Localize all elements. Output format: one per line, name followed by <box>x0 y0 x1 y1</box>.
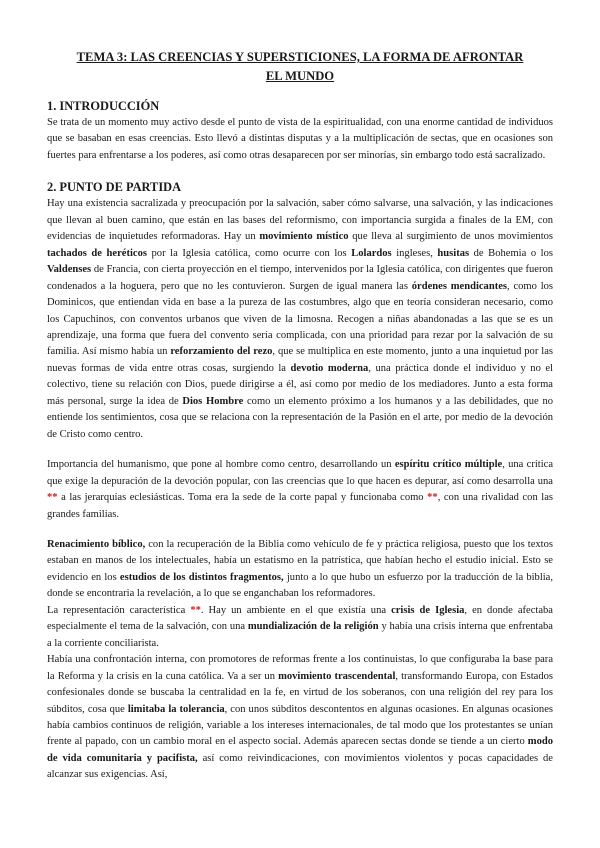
text-run: , transformando Europa, con Estados confesionales donde se buscaba la centralidad en la fe, en virtud de los soberanos, con una religión del rey para los súbditos, cosa que <box>47 670 553 715</box>
text-run: con la recuperación de la Biblia como vehículo de fe y práctica religiosa, puesto que los textos estaban en manos de los intelectuales, había un estatismo en la patrística, que habían hecho el estudio inicial. Esto se evidencio en los <box>47 538 553 583</box>
text-run: ingleses, <box>391 247 438 259</box>
paragraph <box>47 115 553 164</box>
bold-term: tachados de heréticos <box>47 247 147 259</box>
text-run: Importancia del humanismo, que pone al hombre como centro, desarrollando un <box>47 459 395 471</box>
bold-term: movimiento místico <box>259 231 349 243</box>
bold-term: Renacimiento bíblico, <box>47 538 146 550</box>
text-run: . Hay un ambiente en el que existía una <box>200 604 392 616</box>
text-run: , una crítica que exige la depuración de la devoción popular, con las creencias que lo que hacen es depurar, así como desarrolla una <box>47 459 553 487</box>
text-run: Había una confrontación interna, con promotores de reformas frente a los continuistas, lo que configuraba la base para la Reforma y la crisis en la cuna católica. Va a ser un <box>47 654 553 682</box>
text-run: de Francia, con cierta proyección en el tiempo, intervenidos por la Iglesia católica, con dirigentes que fueron condenados a la hoguera, pero que no les contuvieron. Surgen de igual manera las <box>47 264 553 292</box>
text-run: junto a lo que hubo un esfuerzo por la traducción de la biblia, donde se encontraria la revelación, a lo que se enganchaban los reformadores. <box>47 571 553 600</box>
bold-term: órdenes mendicantes <box>411 280 507 292</box>
text-run: La representación característica <box>47 604 191 616</box>
bold-term: estudios de los distintos fragmentos, <box>119 571 284 583</box>
section-heading-punto-de-partida: 2. PUNTO DE PARTIDA <box>47 180 182 195</box>
bold-term: Valdenses <box>47 264 92 276</box>
paragraph <box>47 457 553 523</box>
bold-term: modo de vida comunitaria y pacifista, <box>47 736 553 764</box>
bold-term: Dios Hombre <box>182 395 244 407</box>
text-run: , una práctica donde el individuo y no el colectivo, tiene su relación con Dios, puede dirigirse a él, así como por medio de los mediadores. Junto a esta forma más personal, surge la idea de <box>47 362 553 407</box>
text-run: , como los Dominicos, que entiendan vida en base a la pureza de las costumbres, algo que en teoría consideran necesario, como los Capuchinos, con conventos urbanos que viven de la limosna. Recogen a niñas abandonadas a las que se es un aprendizaje, una forma que fuera del convento sería complicada, con una prioridad para rezar por la salvación de su familia. Así mismo había un <box>47 280 553 358</box>
bold-term: reforzamiento del rezo <box>170 346 273 358</box>
bold-term: limitaba la tolerancia <box>127 703 225 715</box>
bold-term: Lolardos <box>351 247 392 259</box>
text-run: y había una crisis interna que enfrentaba a la corriente conciliarista. <box>47 621 553 649</box>
bold-term: crisis de Iglesia <box>391 604 465 616</box>
text-run: , que se multiplica en este momento, junto a una inquietud por las nuevas formas de vida entre otras cosas, surgiendo la <box>47 346 553 374</box>
text-run: , en donde afectaba especialmente el tema de la salvación, con una <box>47 604 553 633</box>
text-run: Se trata de un momento muy activo desde el punto de vista de la espiritualidad, con una enorme cantidad de individuos que se basaban en esas creencias. Esto llevó a distintas disputas y a la multiplicación de sectas, que en ocasiones son fuertes para enfrentarse a los poderes, así como otras desaparecen por ser minorías, sin embargo todo está sacralizado. <box>47 117 553 161</box>
red-marker: ** <box>47 492 58 504</box>
text-run: de Bohemia o los <box>469 247 553 259</box>
bold-term: espíritu crítico múltiple <box>394 459 503 471</box>
paragraph <box>47 537 553 603</box>
text-run: Hay una existencia sacralizada y preocupación por la salvación, saber cómo salvarse, una salvación, y las indicaciones que llevan al buen camino, que están en las bases del reformismo, con importancia surgida a finales de la EM, con evidencias de inquietudes reformadoras. Hay un <box>47 198 553 243</box>
text-run: que lleva al surgimiento de unos movimientos <box>348 231 554 243</box>
text-run: , con unos súbditos descontentos en algunas ocasiones. En algunas ocasiones había cambios continuos de religión, variable a los intereses internacionales, de tal modo que los protestantes se unían frente al papado, con un cambio moral en el aspecto social. Además aparecen sectas donde se tiende a un cierto <box>47 703 553 748</box>
red-marker: ** <box>190 604 201 616</box>
paragraph <box>47 196 553 443</box>
paragraph <box>47 603 553 652</box>
document-title: TEMA 3: LAS CREENCIAS Y SUPERSTICIONES, LA FORMA DE AFRONTAR EL MUNDO <box>76 50 524 83</box>
bold-term: movimiento trascendental <box>278 670 396 682</box>
bold-term: mundialización de la religión <box>247 621 379 633</box>
text-run: como un elemento próximo a los humanos y a las debilidades, que no entiende los sentimientos, cosa que se relaciona con la representación de la Pasión en el arte, por medio de la devoción de Cristo como centro. <box>47 395 553 440</box>
text-run: a las jerarquías eclesiásticas. Toma era la sede de la corte papal y funcionaba como <box>57 492 428 504</box>
text-run: por la Iglesia católica, como ocurre con los <box>146 247 352 259</box>
bold-term: devotio moderna <box>290 362 369 374</box>
paragraph <box>47 652 553 784</box>
red-marker: ** <box>427 492 438 504</box>
text-run: , con una rivalidad con las grandes familias. <box>47 492 553 520</box>
section-heading-introduccion: 1. INTRODUCCIÓN <box>47 99 160 113</box>
text-run: así como reivindicaciones, con movimientos violentos y pocas capacidades de alcanzar sus exigencias. Así, <box>47 752 553 781</box>
bold-term: husitas <box>437 247 470 259</box>
